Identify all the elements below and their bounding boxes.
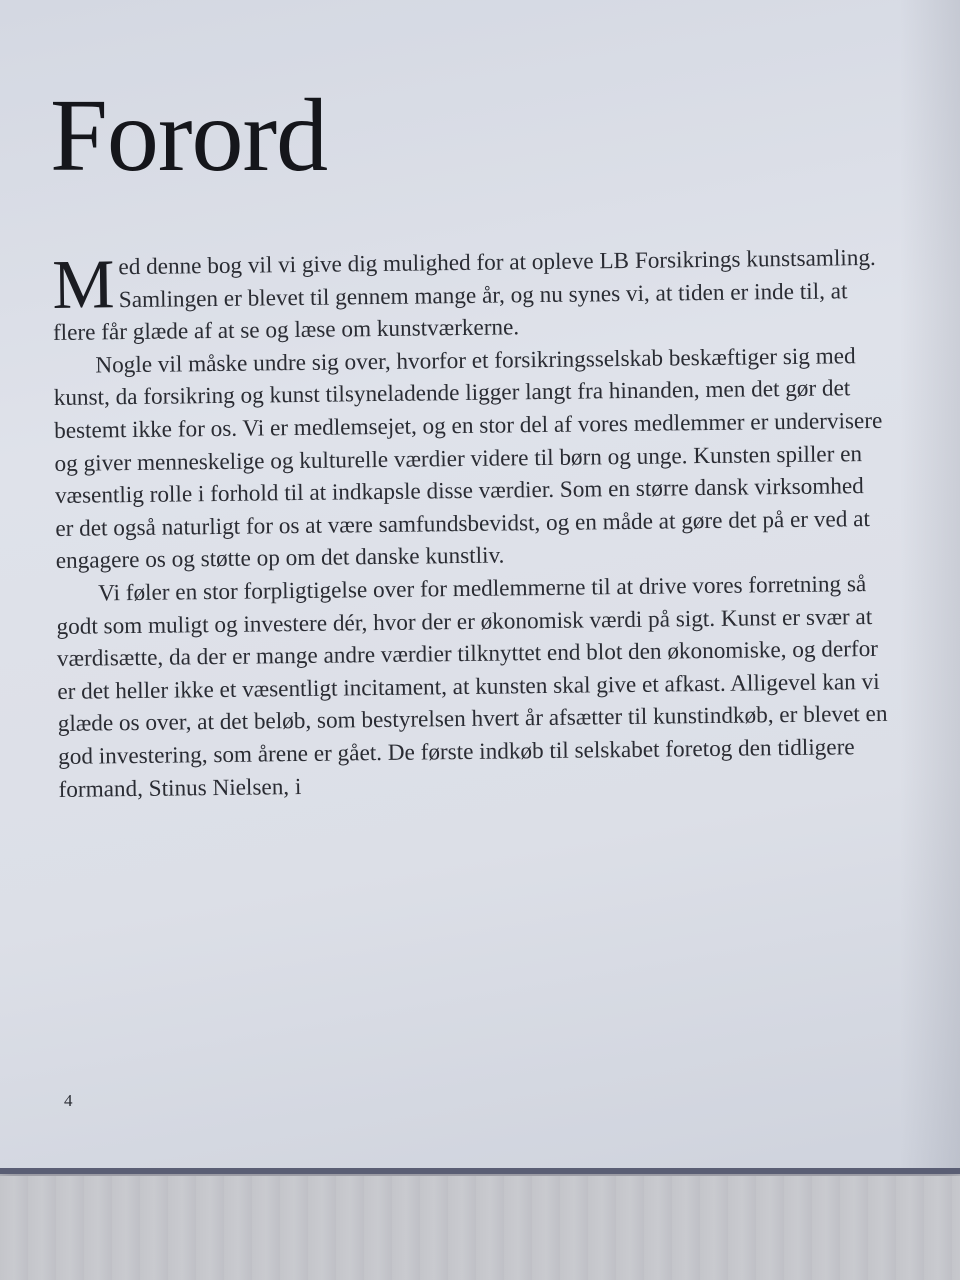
drop-cap: M — [51, 246, 116, 324]
page-title: Forord — [50, 78, 328, 193]
page-number: 4 — [64, 1091, 73, 1110]
table-surface — [0, 1176, 960, 1280]
paragraph-3: Vi føler en stor forpligtigelse over for medlemmerne til at drive vores forretning så godt som muligt og investere dér, hvor der er økonomisk værdi på sigt. Kunst er svær at værdisætte, da der er mange andre værdier tilknyttet end blot den økonomiske, og derfor er det heller ikke et væsentligt incitament, at kunsten skal give et afkast. Alligevel kan vi glæde os over, at det beløb, som bestyrelsen hvert år afsætter til kunstindkøb, er blevet en god investering, som årene er gået. De første indkøb til selskabet foretog den tidligere formand, Stinus Nielsen, i — [56, 571, 888, 803]
paragraph-2: Nogle vil måske undre sig over, hvorfor et forsikringsselskab beskæftiger sig med kunst, da forsikring og kunst tilsyneladende ligger langt fra hinanden, men det gør det bestemt ikke for os. Vi er medlemsejet, og en stor del af vores medlemmer er undervisere og giver menneskelige og kulturelle værdier videre til børn og unge. Kunsten spiller en væsentlig rolle i forhold til at indkapsle disse værdier. Som en større dansk virksomhed er det også naturligt for os at være samfundsbevidst, og en måde at gøre det på er ved at engagere os og støtte op om det danske kunstliv. — [53, 342, 883, 575]
paragraph-1-text: ed denne bog vil vi give dig mulighed for at opleve LB Forsikrings kunstsamling. Samlingen er blevet til gennem mange år, og nu synes vi, at tiden er inde til, at flere får glæde af at se og læse om kunstværkerne. — [52, 244, 876, 347]
paragraph-1 — [52, 242, 883, 350]
body-text — [52, 242, 889, 806]
